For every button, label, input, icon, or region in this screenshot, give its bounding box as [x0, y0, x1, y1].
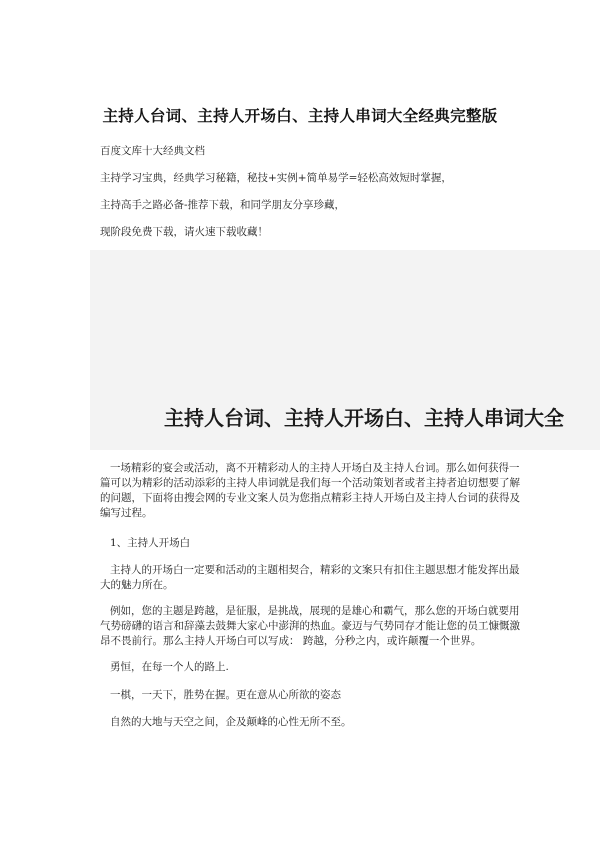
banner-heading: 主持人台词、主持人开场白、主持人串词大全 — [164, 406, 564, 430]
paragraph: 一棋，一天下，胜势在握。更在意从心所欲的姿态 — [110, 689, 341, 701]
section-heading: 1、主持人开场白 — [110, 537, 191, 549]
paragraph: 勇恒，在每一个人的路上. — [110, 661, 229, 673]
paragraph: 一场精彩的宴会或活动，离不开精彩动人的主持人开场白及主持人台词。那么如何获得一篇可以为精彩的活动添彩的主持人串词就是我们每一个活动策划者或者主持者迫切想要了解的问题，下面将由搜会网的专业文案人员为您指点精彩主持人开场白及主持人台词的获得及编写过程。 — [100, 462, 520, 519]
document-title: 主持人台词、主持人开场白、主持人串词大全经典完整版 — [102, 106, 498, 125]
paragraph: 自然的大地与天空之间，企及颠峰的心性无所不至。 — [110, 716, 352, 728]
intro-line: 主持学习宝典，经典学习秘籍，秘技+实例+简单易学=轻松高效短时掌握， — [100, 172, 452, 184]
banner-image — [90, 250, 600, 450]
intro-line: 主持高手之路必备-推荐下载，和同学朋友分享珍藏， — [100, 199, 346, 211]
intro-line: 现阶段免费下载，请火速下载收藏！ — [100, 226, 268, 238]
paragraph: 主持人的开场白一定要和活动的主题相契合，精彩的文案只有扣住主题思想才能发挥出最大的魅力所在。 — [100, 564, 520, 591]
intro-line: 百度文库十大经典文档 — [100, 145, 205, 157]
paragraph: 例如，您的主题是跨越，是征服，是挑战，展现的是雄心和霸气，那么您的开场白就要用气势磅礴的语言和辞藻去鼓舞大家心中澎湃的热血。豪迈与气势同存才能让您的员工慷慨激昂不畏前行。那么主持人开场白可以写成： 跨越，分秒之内，或许颠覆一个世界。 — [100, 605, 520, 647]
